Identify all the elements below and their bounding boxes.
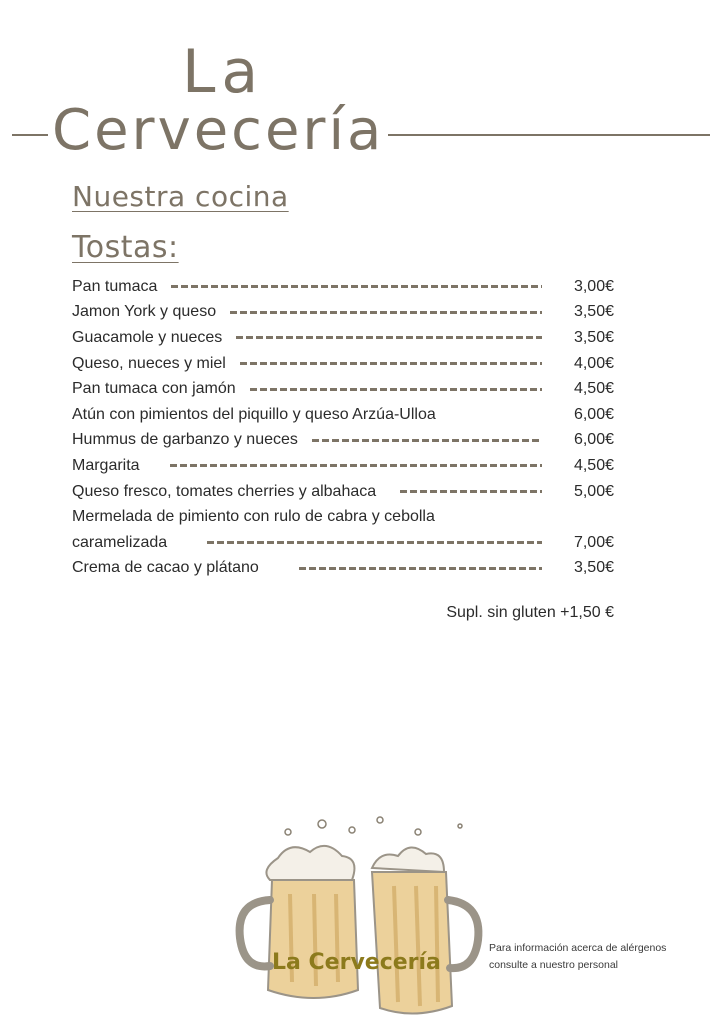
dotted-leader xyxy=(312,439,542,442)
footer-brand: La Cervecería xyxy=(272,950,441,975)
menu-item xyxy=(72,479,614,505)
section-heading-kitchen: Nuestra cocina xyxy=(72,180,289,213)
menu-item-price: 6,00€ xyxy=(573,405,614,423)
title-row xyxy=(0,100,724,170)
menu-item-name: Mermelada de pimiento con rulo de cabra y cebolla xyxy=(72,508,435,526)
allergen-note-line: Para información acerca de alérgenos xyxy=(489,942,667,954)
menu-item-price: 6,00€ xyxy=(573,431,614,449)
menu-list xyxy=(72,274,614,581)
section-heading-toasts: Tostas: xyxy=(72,230,179,265)
title-rule-right xyxy=(388,134,710,136)
menu-item-name: Queso, nueces y miel xyxy=(72,354,226,372)
menu-item xyxy=(72,325,614,351)
menu-item xyxy=(72,556,614,582)
beer-mugs-illustration xyxy=(230,810,490,1024)
allergen-note xyxy=(489,940,666,974)
menu-item xyxy=(72,428,614,454)
dotted-leader xyxy=(240,362,542,365)
menu-item-price: 3,50€ xyxy=(573,303,614,321)
menu-item-name: Queso fresco, tomates cherries y albahaca xyxy=(72,482,377,500)
dotted-leader xyxy=(299,567,542,570)
menu-item-price: 4,00€ xyxy=(573,354,614,372)
menu-item-name: Pan tumaca xyxy=(72,277,158,295)
allergen-note-line: consulte a nuestro personal xyxy=(489,958,618,971)
dotted-leader xyxy=(170,464,542,467)
menu-item-price: 5,00€ xyxy=(573,482,614,500)
menu-item-price: 4,50€ xyxy=(573,456,614,474)
dotted-leader xyxy=(400,490,542,493)
page-title-line1: La xyxy=(182,37,265,107)
page-title-line2: Cervecería xyxy=(52,98,385,163)
menu-item xyxy=(72,402,614,428)
menu-item-name: caramelizada xyxy=(72,533,168,551)
menu-item-name: Atún con pimientos del piquillo y queso Arzúa-Ulloa xyxy=(72,405,436,423)
dotted-leader xyxy=(250,388,542,391)
foam-bubbles xyxy=(285,817,462,835)
menu-item-name: Pan tumaca con jamón xyxy=(72,380,236,398)
menu-item-price: 3,50€ xyxy=(573,328,614,346)
menu-item-name: Guacamole y nueces xyxy=(72,328,223,346)
menu-item-name: Hummus de garbanzo y nueces xyxy=(72,431,298,449)
left-mug xyxy=(240,846,358,998)
dotted-leader xyxy=(230,311,542,314)
menu-item xyxy=(72,504,614,530)
menu-item xyxy=(72,351,614,377)
menu-item-price: 3,00€ xyxy=(573,277,614,295)
menu-item-price: 3,50€ xyxy=(573,559,614,577)
menu-item-name: Jamon York y queso xyxy=(72,303,217,321)
menu-item xyxy=(72,453,614,479)
title-rule-left xyxy=(12,134,48,136)
menu-item-price: 7,00€ xyxy=(573,533,614,551)
menu-item-name: Margarita xyxy=(72,456,140,474)
menu-item xyxy=(72,376,614,402)
menu-item xyxy=(72,300,614,326)
menu-item-name: Crema de cacao y plátano xyxy=(72,559,259,577)
menu-item xyxy=(72,530,614,556)
dotted-leader xyxy=(236,336,542,339)
dotted-leader xyxy=(207,541,542,544)
gluten-free-supplement: Supl. sin gluten +1,50 € xyxy=(446,604,614,621)
dotted-leader xyxy=(171,285,542,288)
menu-item-price: 4,50€ xyxy=(573,380,614,398)
menu-item xyxy=(72,274,614,300)
right-mug xyxy=(372,847,478,1013)
